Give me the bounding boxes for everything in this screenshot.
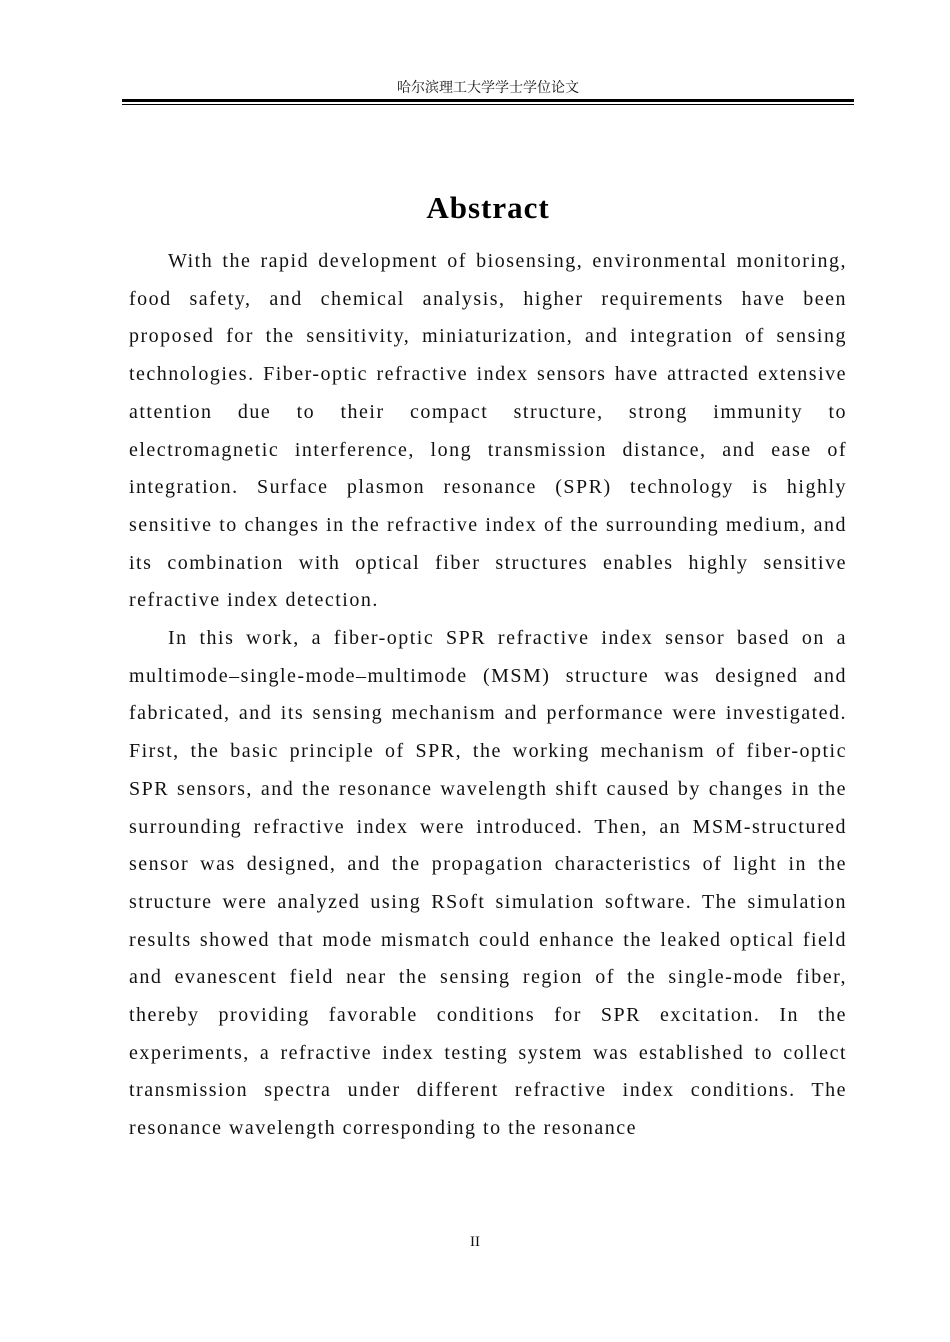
abstract-paragraph-2: In this work, a fiber-optic SPR refractive index sensor based on a multimode–single-mode–multimode (MSM) structure was designed and fabricated, and its sensing mechanism and performance were investigated. First, the basic principle of SPR, the working mechanism of fiber-optic SPR sensors, and the resonance wavelength shift caused by changes in the surrounding refractive index were introduced. Then, an MSM-structured sensor was designed, and the propagation characteristics of light in the structure were analyzed using RSoft simulation software. The simulation results showed that mode mismatch could enhance the leaked optical field and evanescent field near the sensing region of the single-mode fiber, thereby providing favorable conditions for SPR excitation. In the experiments, a refractive index testing system was established to collect transmission spectra under different refractive index conditions. The resonance wavelength corresponding to the resonance (129, 627, 847, 1140)
header-rule-thick (122, 99, 854, 102)
running-header: 哈尔滨理工大学学士学位论文 (397, 80, 579, 96)
page-number: II (470, 1234, 480, 1250)
abstract-paragraph-1: With the rapid development of biosensing, environmental monitoring, food safety, and chemical analysis, higher requirements have been proposed for the sensitivity, miniaturization, and integration of sensing technologies. Fiber-optic refractive index sensors have attracted extensive attention due to their compact structure, strong immunity to electromagnetic interference, long transmission distance, and ease of integration. Surface plasmon resonance (SPR) technology is highly sensitive to changes in the refractive index of the surrounding medium, and its combination with optical fiber structures enables highly sensitive refractive index detection. (129, 250, 847, 612)
header-rule-thin (122, 104, 854, 105)
section-title: Abstract (426, 190, 550, 225)
abstract-body (129, 243, 847, 1148)
